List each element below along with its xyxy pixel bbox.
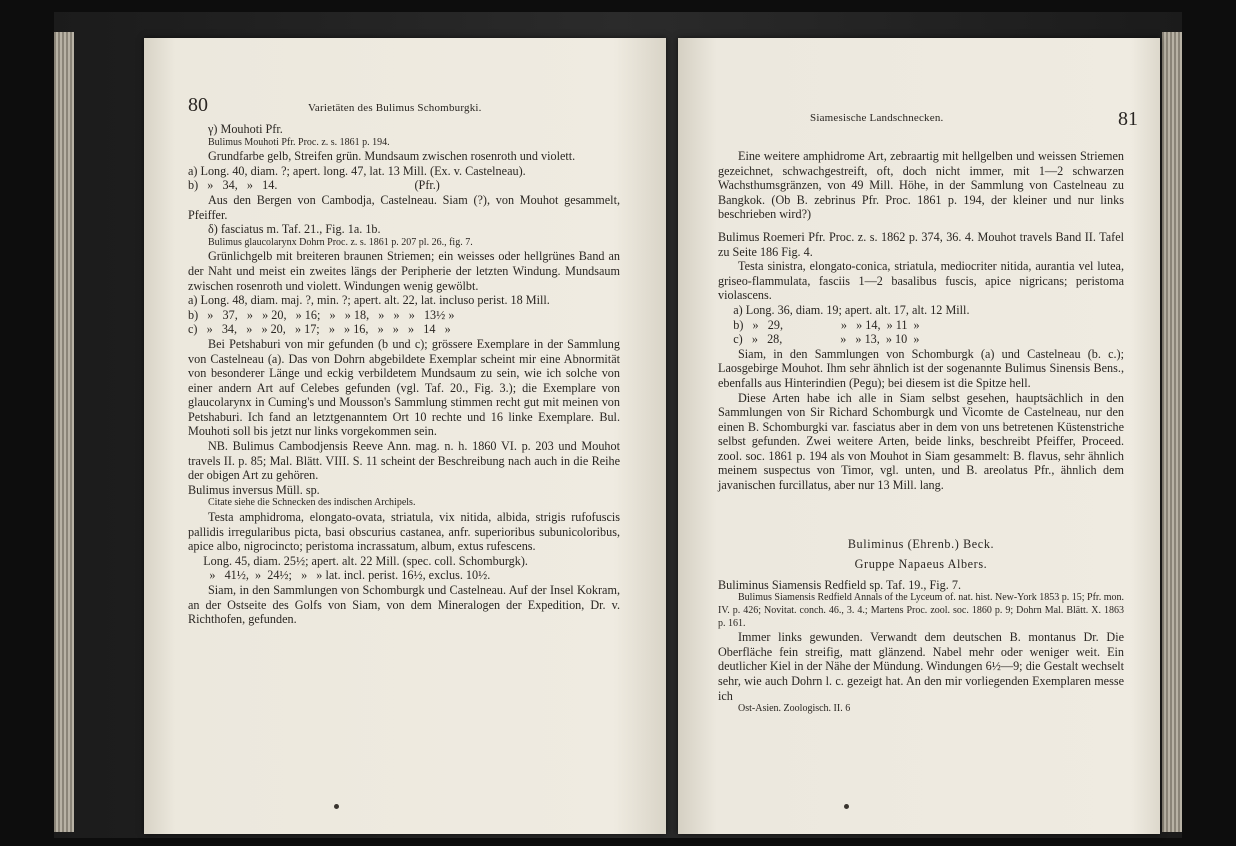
measurement-row: a) Long. 48, diam. maj. ?, min. ?; apert. alt. 22, lat. incluso perist. 18 Mill.	[188, 293, 550, 308]
subheading: γ) Mouhoti Pfr.	[208, 122, 283, 136]
left-page	[144, 38, 666, 834]
running-head: Siamesische Landschnecken.	[810, 112, 944, 124]
measurement-row: c) » 34, » » 20, » 17; » » 16, » » » 14 »	[188, 322, 451, 337]
paragraph: Testa amphidroma, elongato-ovata, striatula, vix nitida, albida, strigis rufofuscis pallidis irregularibus picta, basi obscurius castanea, anfr. superioribus subunicoloribus, apice albo, nigrocincto; peristoma incrassatum, album, extus rufescens.	[188, 510, 620, 554]
left-page-text	[188, 122, 620, 627]
measurement-row: b) » 34, » 14. (Pfr.)	[188, 178, 440, 193]
paragraph: NB. Bulimus Cambodjensis Reeve Ann. mag. n. h. 1860 VI. p. 203 und Mouhot travels II. p. 85; Mal. Blätt. VIII. S. 11 scheint der Beschreibung nach auch in die Reihe der obigen Art zu gehören.	[188, 439, 620, 483]
paragraph: Eine weitere amphidrome Art, zebraartig mit hellgelben und weissen Striemen gezeichnet, schwachgestreift, oft, doch nicht immer, mit 1—2 schwarzen Wachsthumsgränzen, von 49 Mill. Höhe, in der Sammlung von Castelneau zu Bangkok. (Ob B. zebrinus Pfr. Proc. 1861 p. 194, der kleiner und nur links beschrieben wird?)	[718, 149, 1124, 222]
measurement-row: » 41½, » 24½; » » lat. incl. perist. 16½, exclus. 10½.	[188, 568, 491, 583]
paragraph: Siam, in den Sammlungen von Schomburgk und Castelneau. Auf der Insel Kokram, an der Ostseite des Golfs von Siam, von dem Mineralogen der Expedition, Dr. v. Richthofen, gefunden.	[188, 583, 620, 627]
measurement-row: b) » 29, » » 14, » 11 »	[718, 317, 920, 332]
species-heading: Buliminus Siamensis Redfield sp. Taf. 19., Fig. 7.	[718, 577, 962, 592]
measurement-row: Long. 45, diam. 25½; apert. alt. 22 Mill. (spec. coll. Schomburgk).	[188, 553, 528, 568]
measurement-row: b) » 37, » » 20, » 16; » » 18, » » » 13½ »	[188, 307, 455, 322]
page-number: 80	[188, 94, 208, 116]
citation: Citate siehe die Schnecken des indischen Archipels.	[208, 497, 416, 509]
paragraph: Siam, in den Sammlungen von Schomburgk (a) und Castelneau (b. c.); Laosgebirge Mouhot. Ihm sehr ähnlich ist der sogenannte Bulimus Sinensis Bens., ebenfalls aus Hinterindien (Pegu); bei diesem ist die Spitze hell.	[718, 346, 1124, 390]
right-page-text	[718, 149, 1124, 716]
left-page-edges	[54, 32, 74, 832]
citation: Bulimus glaucolarynx Dohrn Proc. z. s. 1861 p. 207 pl. 26., fig. 7.	[208, 236, 473, 248]
citation: Ost-Asien. Zoologisch. II. 6	[738, 703, 851, 715]
section-heading: Gruppe Napaeus Albers.	[854, 557, 988, 572]
section-heading: Buliminus (Ehrenb.) Beck.	[847, 536, 995, 551]
right-page-edges	[1162, 32, 1182, 832]
measurement-row: a) Long. 36, diam. 19; apert. alt. 17, alt. 12 Mill.	[718, 302, 970, 317]
right-page	[678, 38, 1160, 834]
paragraph: Grünlichgelb mit breiteren braunen Striemen; ein weisses oder hellgrünes Band an der Naht und meist ein zweites längs der Peripherie der letzten Windung. Mundsaum zwischen rosenroth und violett. Windungen wenig gewölbt.	[188, 249, 620, 293]
ink-spot	[844, 804, 849, 809]
book-spread	[54, 12, 1182, 838]
spacer	[718, 222, 1124, 230]
species-heading: Bulimus inversus Müll. sp.	[188, 482, 320, 497]
paragraph: Grundfarbe gelb, Streifen grün. Mundsaum zwischen rosenroth und violett.	[208, 149, 576, 164]
paragraph: Bei Petshaburi von mir gefunden (b und c); grössere Exemplare in der Sammlung von Castelneau (a). Das von Dohrn abgebildete Exemplar scheint mir eine Abnormität von besonderer Länge und eckig verbildetem Mundsaum zu sein, wie ich solche von einer andern Art auf Celebes gefunden (vgl. Taf. 20., Fig. 3.); die Exemplare von glaucolarynx in Cuming's und Mousson's Sammlung stimmen recht gut mit meinen von Petshaburi. Ich fand an letztgenanntem Ort 10 rechte und 16 linke Exemplare. Bul. Mouhoti soll bis jetzt nur links vorgekommen sein.	[188, 336, 620, 439]
measurement-row: a) Long. 40, diam. ?; apert. long. 47, lat. 13 Mill. (Ex. v. Castelneau).	[188, 163, 526, 178]
spacer	[718, 493, 1124, 537]
running-head: Varietäten des Bulimus Schomburgki.	[308, 102, 482, 114]
paragraph: Testa sinistra, elongato-conica, striatula, mediocriter nitida, aurantia vel lutea, griseo-flammulata, fasciis 1—2 basalibus fuscis, apice nigricans; peristoma violascens.	[718, 259, 1124, 303]
paragraph: Immer links gewunden. Verwandt dem deutschen B. montanus Dr. Die Oberfläche fein streifig, matt glänzend. Nabel mehr oder weniger weit. Ein deutlicher Kiel in der Nähe der Mündung. Windungen 6½—9; die Gestalt wechselt sehr, wie auch Dohrn l. c. gezeigt hat. An den mir vorliegenden Exemplaren messe ich	[718, 630, 1124, 703]
species-heading: Bulimus Roemeri Pfr. Proc. z. s. 1862 p. 374, 36. 4. Mouhot travels Band II. Tafel zu Seite 186 Fig. 4.	[718, 229, 1124, 259]
paragraph: Aus den Bergen von Cambodja, Castelneau. Siam (?), von Mouhot gesammelt, Pfeiffer.	[188, 192, 620, 222]
measurement-row: c) » 28, » » 13, » 10 »	[718, 332, 920, 347]
ink-spot	[334, 804, 339, 809]
citation: Bulimus Siamensis Redfield Annals of the Lyceum of. nat. hist. New-York 1853 p. 15; Pfr. mon. IV. p. 426; Novitat. conch. 46., 3. 4.; Martens Proc. zool. soc. 1860 p. 9; Dohrn Mal. Blätt. X. 1863 p. 161.	[718, 592, 1124, 629]
citation: Bulimus Mouhoti Pfr. Proc. z. s. 1861 p. 194.	[208, 136, 390, 148]
subheading: δ) fasciatus m. Taf. 21., Fig. 1a. 1b.	[208, 222, 381, 237]
page-number: 81	[1118, 108, 1138, 130]
paragraph: Diese Arten habe ich alle in Siam selbst gesehen, hauptsächlich in den Sammlungen von Sir Richard Schomburgk und Vicomte de Castelneau, nur den einen B. Schomburgki var. fasciatus aber in dem von uns betretenen Küstenstriche selbst gefunden. Zwei weitere Arten, beide links, beschreibt Pfeiffer, Proceed. zool. soc. 1861 p. 194 als von Mouhot in Siam gesammelt: B. flavus, sehr ähnlich meinem suspectus von Timor, vgl. unten, und B. areolatus Pfr., ähnlich dem javanischen furcillatus, aber nur 13 Mill. lang.	[718, 390, 1124, 493]
